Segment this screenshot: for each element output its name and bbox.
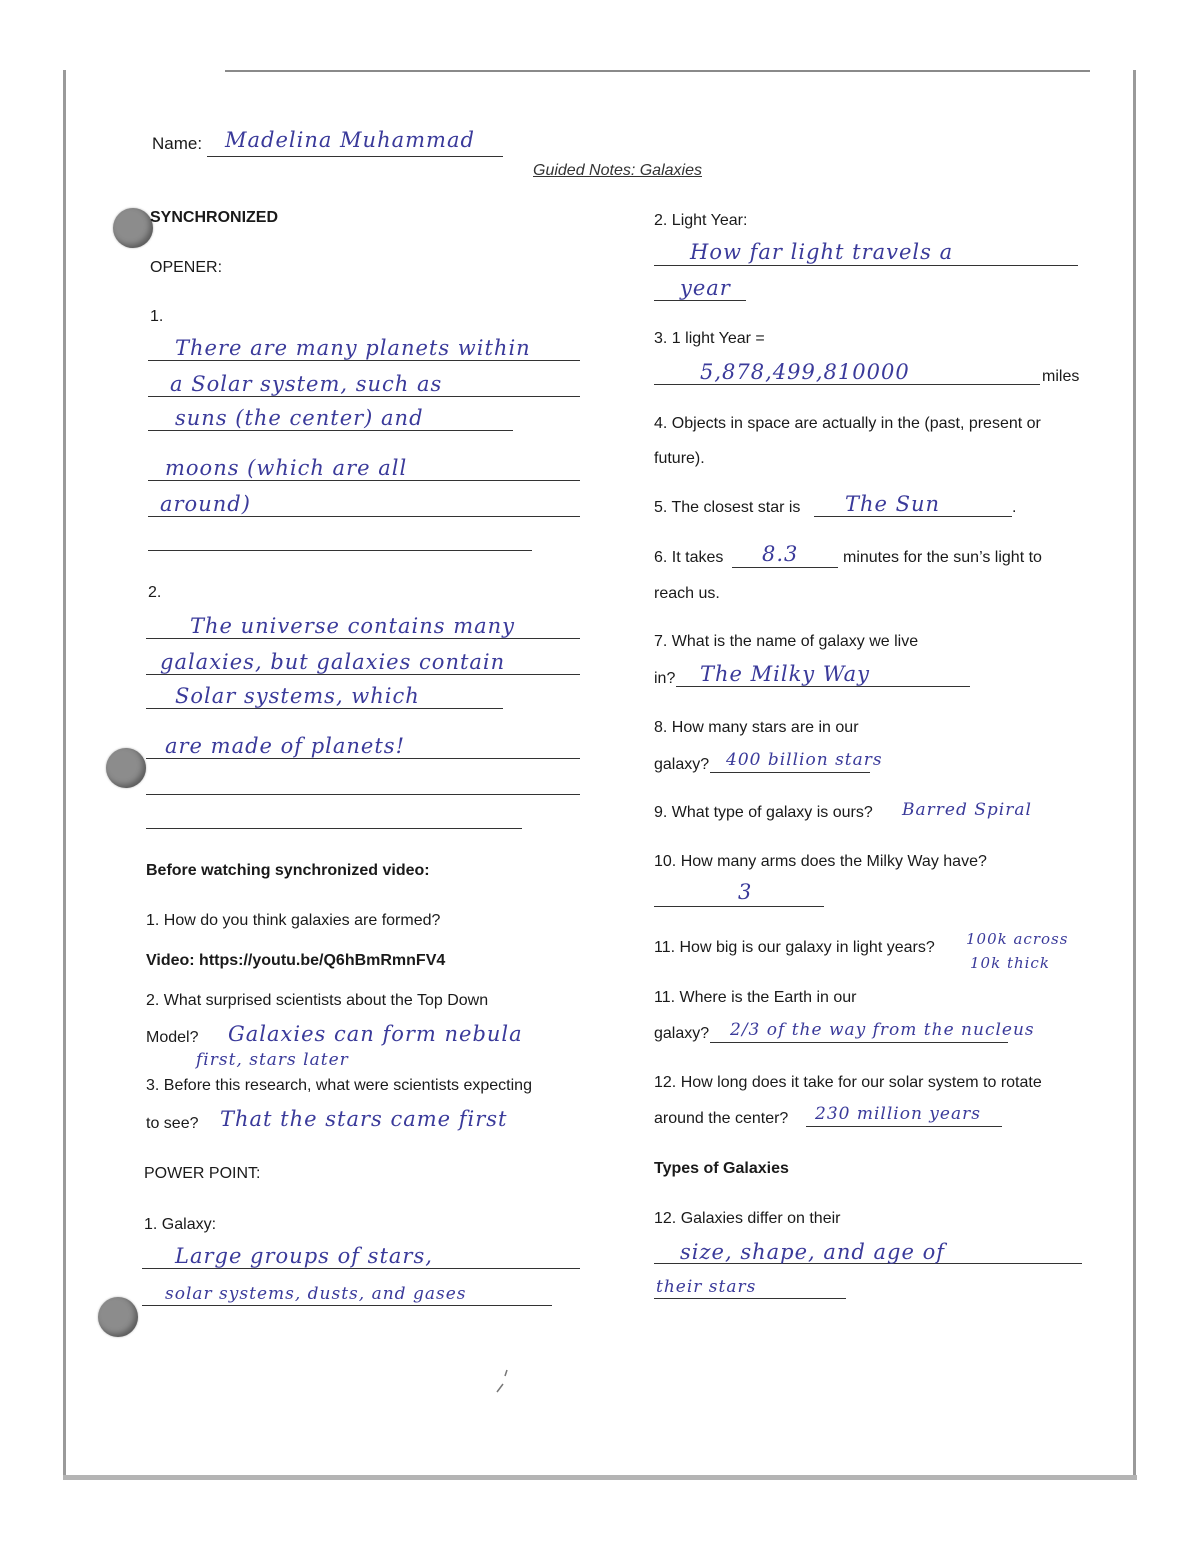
opener-label: OPENER: xyxy=(150,259,223,276)
right-q2-answer-line2: year xyxy=(680,276,731,300)
right-q2-answer-line1: How far light travels a xyxy=(690,240,954,264)
answer-line xyxy=(146,708,503,709)
right-q11a: 11. How big is our galaxy in light years? xyxy=(654,939,935,956)
answer-line xyxy=(806,1126,1002,1127)
before-q2-line2: Model? xyxy=(146,1029,199,1046)
right-q12b-answer-line2: their stars xyxy=(656,1277,757,1297)
right-q8-line1: 8. How many stars are in our xyxy=(654,719,859,736)
right-q7-line1: 7. What is the name of galaxy we live xyxy=(654,633,919,650)
answer-line xyxy=(814,516,1012,517)
opener-q1-answer-line5: around) xyxy=(160,492,251,516)
right-q3: 3. 1 light Year = xyxy=(654,330,765,347)
answer-line xyxy=(654,906,824,907)
punch-hole-bottom xyxy=(98,1297,138,1337)
right-q11a-answer-line2: 10k thick xyxy=(970,954,1050,972)
right-q5-suffix: . xyxy=(1012,499,1017,516)
answer-line xyxy=(142,1305,552,1306)
right-q2: 2. Light Year: xyxy=(654,212,748,229)
answer-line xyxy=(148,516,580,517)
before-q2-answer-line1: Galaxies can form nebula xyxy=(228,1022,523,1046)
answer-line xyxy=(732,567,838,568)
paper-left-edge xyxy=(63,70,66,1475)
right-q12-line1: 12. How long does it take for our solar system to rotate xyxy=(654,1074,1042,1091)
answer-line xyxy=(654,265,1078,266)
answer-line xyxy=(710,1042,1008,1043)
answer-line xyxy=(148,360,580,361)
right-q12-line2: around the center? xyxy=(654,1110,789,1127)
answer-line xyxy=(146,638,580,639)
pp-q1-answer-line2: solar systems, dusts, and gases xyxy=(165,1284,467,1304)
right-q5-prefix: 5. The closest star is xyxy=(654,499,801,516)
right-q12b-answer-line1: size, shape, and age of xyxy=(680,1240,946,1264)
opener-q2-answer-line2: galaxies, but galaxies contain xyxy=(160,650,506,674)
opener-q2-answer-line1: The universe contains many xyxy=(190,614,516,638)
opener-q2-answer-line3: Solar systems, which xyxy=(175,684,420,708)
answer-line xyxy=(654,1298,846,1299)
types-heading: Types of Galaxies xyxy=(654,1160,789,1177)
before-q3-answer: That the stars came first xyxy=(220,1107,508,1131)
before-q2-answer-line2: first, stars later xyxy=(196,1050,349,1070)
punch-hole-middle xyxy=(106,748,146,788)
opener-q1-number: 1. xyxy=(150,308,164,325)
before-q1: 1. How do you think galaxies are formed? xyxy=(146,912,441,929)
right-q6-suffix: minutes for the sun’s light to xyxy=(843,549,1042,566)
right-q10-answer: 3 xyxy=(738,880,753,904)
right-q8-answer: 400 billion stars xyxy=(726,750,883,770)
answer-line xyxy=(146,828,522,829)
answer-line xyxy=(654,384,1040,385)
right-q9: 9. What type of galaxy is ours? xyxy=(654,804,873,821)
right-q3-unit: miles xyxy=(1042,368,1080,385)
right-q11b-line2: galaxy? xyxy=(654,1025,710,1042)
right-q6-prefix: 6. It takes xyxy=(654,549,724,566)
answer-line xyxy=(148,550,532,551)
opener-q2-answer-line4: are made of planets! xyxy=(165,734,406,758)
right-q9-answer: Barred Spiral xyxy=(902,800,1032,820)
paper-bottom-edge xyxy=(63,1475,1137,1480)
right-q6-answer: 8.3 xyxy=(762,542,799,566)
before-q3-line2: to see? xyxy=(146,1115,199,1132)
answer-line xyxy=(148,480,580,481)
right-q11a-answer-line1: 100k across xyxy=(966,930,1069,948)
power-point-label: POWER POINT: xyxy=(144,1165,261,1182)
right-q7-line2: in? xyxy=(654,670,676,687)
pp-q1-answer-line1: Large groups of stars, xyxy=(175,1244,433,1268)
video-link[interactable]: Video: https://youtu.be/Q6hBmRmnFV4 xyxy=(146,952,446,969)
stray-pencil-mark xyxy=(495,1368,515,1396)
section-synchronized: SYNCHRONIZED xyxy=(150,209,279,226)
right-q10: 10. How many arms does the Milky Way have? xyxy=(654,853,987,870)
right-q4-line1: 4. Objects in space are actually in the (past, present or xyxy=(654,415,1041,432)
opener-q1-answer-line2: a Solar system, such as xyxy=(170,372,443,396)
opener-q1-answer-line4: moons (which are all xyxy=(165,456,408,480)
right-q3-answer: 5,878,499,810000 xyxy=(700,360,910,384)
before-video-heading: Before watching synchronized video: xyxy=(146,862,430,879)
before-q2-line1: 2. What surprised scientists about the Top Down xyxy=(146,992,489,1009)
pp-q1: 1. Galaxy: xyxy=(144,1216,217,1233)
name-underline xyxy=(207,156,503,157)
right-q7-answer: The Milky Way xyxy=(700,662,870,686)
opener-q1-answer-line3: suns (the center) and xyxy=(175,406,424,430)
answer-line xyxy=(710,772,870,773)
name-label: Name: xyxy=(152,134,203,153)
answer-line xyxy=(148,430,513,431)
right-q11b-answer: 2/3 of the way from the nucleus xyxy=(730,1020,1035,1040)
answer-line xyxy=(148,396,580,397)
paper-right-edge xyxy=(1133,70,1136,1475)
before-q3-line1: 3. Before this research, what were scientists expecting xyxy=(146,1077,532,1094)
right-q11b-line1: 11. Where is the Earth in our xyxy=(654,989,857,1006)
punch-hole-top xyxy=(113,208,153,248)
paper-top-edge xyxy=(225,70,1090,72)
answer-line xyxy=(654,300,746,301)
right-q12-answer: 230 million years xyxy=(815,1104,981,1124)
answer-line xyxy=(142,1268,580,1269)
answer-line xyxy=(146,794,580,795)
name-value: Madelina Muhammad xyxy=(225,128,475,152)
opener-q1-answer-line1: There are many planets within xyxy=(175,336,531,360)
answer-line xyxy=(146,758,580,759)
opener-q2-number: 2. xyxy=(148,584,162,601)
right-q5-answer: The Sun xyxy=(845,492,941,516)
right-q12b: 12. Galaxies differ on their xyxy=(654,1210,841,1227)
answer-line xyxy=(146,674,580,675)
page-title: Guided Notes: Galaxies xyxy=(533,162,702,179)
right-q6-line2: reach us. xyxy=(654,585,720,602)
right-q4-line2: future). xyxy=(654,450,705,467)
answer-line xyxy=(676,686,970,687)
right-q8-line2: galaxy? xyxy=(654,756,710,773)
